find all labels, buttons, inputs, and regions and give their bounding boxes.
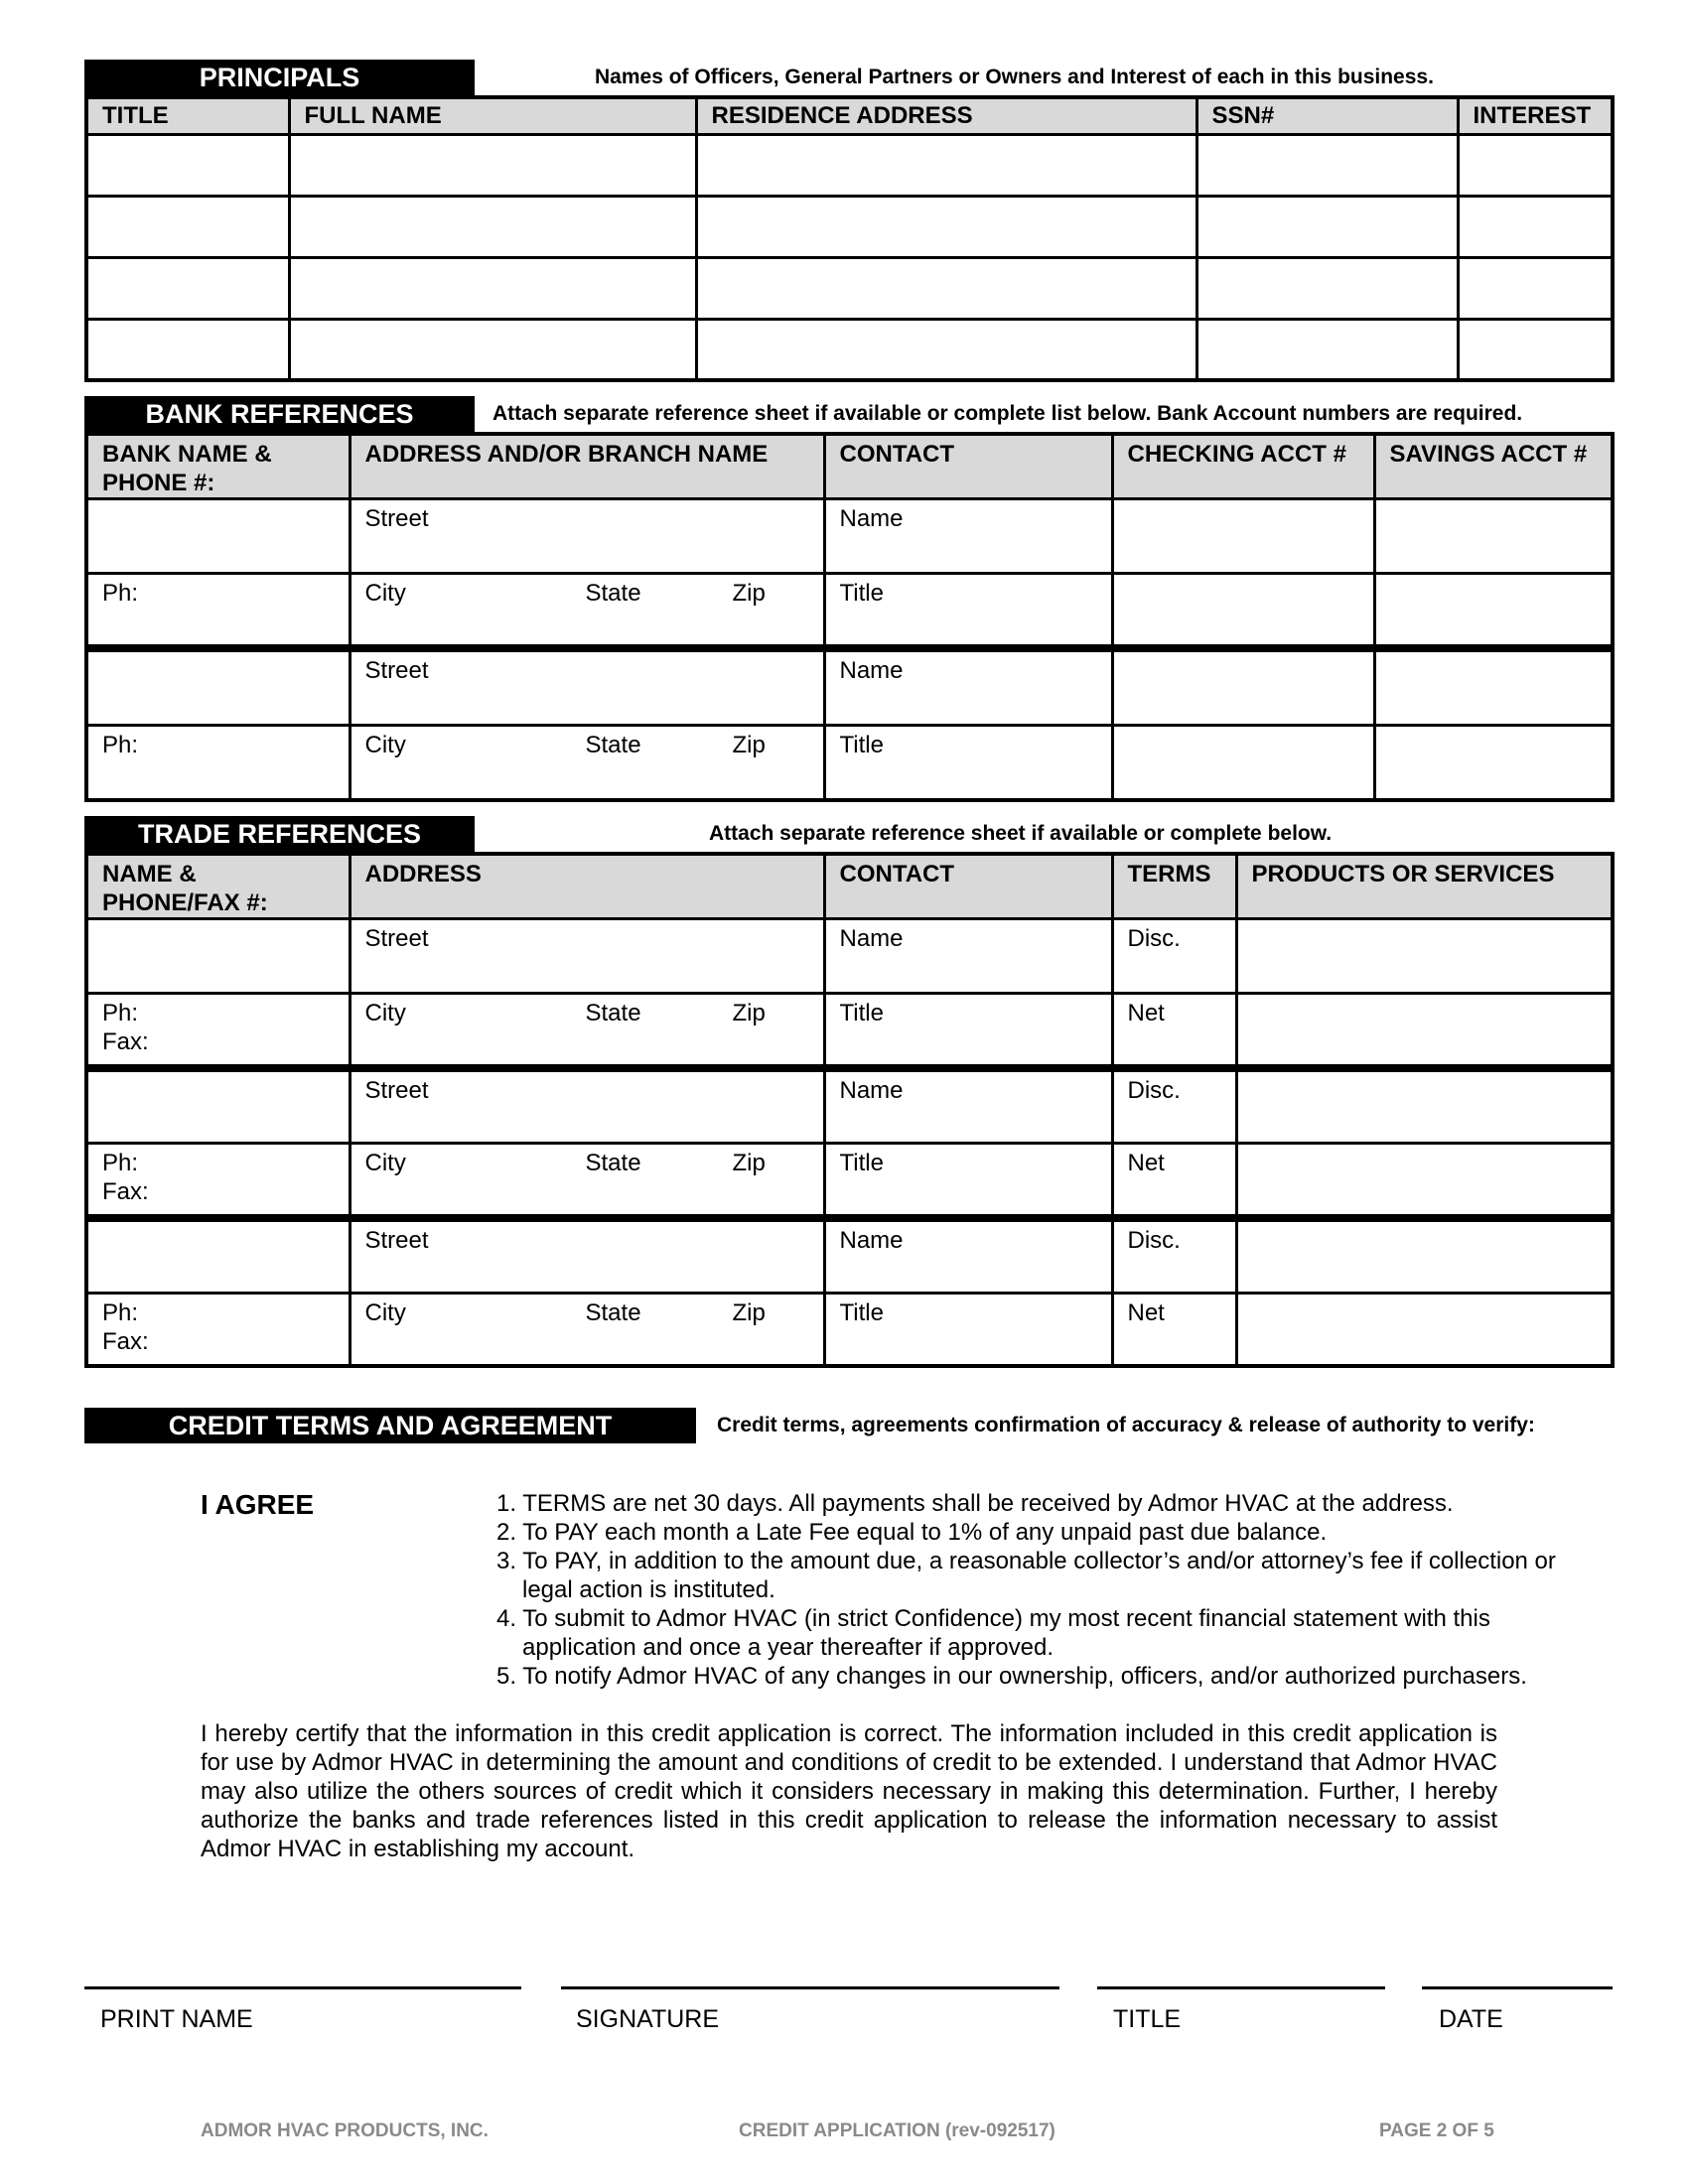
bank-col-checking: CHECKING ACCT # [1112,434,1374,499]
principal-address-field[interactable] [696,134,1196,196]
certification-paragraph: I hereby certify that the information in this credit application is correct. The information included in this credit application is for use by Admor HVAC in determining the amount and conditions of credit to be extended. I understand that Admor HVAC may also utilize the others sources of credit which it considers necessary in making this determination. Further, I hereby authorize the banks and trade references listed in this credit application to release the information necessary to assist Admor HVAC in establishing my account. [201,1720,1497,1862]
trade-street-field[interactable] [350,1068,824,1144]
trade-city-state-zip-field[interactable] [350,994,824,1068]
credit-section-title: CREDIT TERMS AND AGREEMENT [84,1408,696,1443]
bank-checking-field[interactable] [1112,726,1374,800]
principals-col-full-name: FULL NAME [289,97,696,134]
title-label: Title [839,1150,884,1176]
trade-references-table [84,852,1615,1368]
trade-net-field[interactable] [1112,994,1236,1068]
bank-name-field[interactable] [86,648,350,726]
trade-products-field[interactable] [1236,1068,1613,1144]
phone-label: Ph: [102,580,139,607]
signature-line[interactable] [561,1986,1059,1989]
principal-full-name-field[interactable] [289,196,696,257]
date-line[interactable] [1422,1986,1613,1989]
principals-table [84,95,1615,382]
trade-name-field[interactable] [86,919,350,994]
principal-row [86,196,1613,257]
city-label: City [364,1299,406,1326]
principals-col-ssn: SSN# [1196,97,1458,134]
principal-row [86,319,1613,380]
phone-label: Ph: [102,732,139,758]
trade-col-address: ADDRESS [350,854,824,919]
term-item: 2. To PAY each month a Late Fee equal to 1% of any unpaid past due balance. [496,1519,1328,1546]
zip-label: Zip [732,732,766,758]
trade-name-field[interactable] [86,1068,350,1144]
title-label: Title [839,1299,884,1326]
title-label: TITLE [1113,2005,1182,2033]
credit-terms-list [496,1489,1609,1691]
principal-ssn-field[interactable] [1196,319,1458,380]
name-label: Name [839,1076,904,1104]
city-label: City [364,732,406,758]
principal-address-field[interactable] [696,257,1196,319]
bank-col-savings: SAVINGS ACCT # [1374,434,1613,499]
trade-col-terms: TERMS [1112,854,1236,919]
term-item: 1. TERMS are net 30 days. All payments shall be received by Admor HVAC at the address. [496,1490,1454,1517]
title-label: Title [839,1000,884,1026]
trade-col-name-phone-fax: NAME & PHONE/FAX #: [86,854,350,919]
name-label: Name [839,656,904,684]
trade-phone-fax-field[interactable] [86,1144,350,1218]
principal-ssn-field[interactable] [1196,196,1458,257]
bank-savings-field[interactable] [1374,574,1613,648]
city-label: City [364,1000,406,1026]
trade-disc-field[interactable] [1112,919,1236,994]
trade-phone-fax-field[interactable] [86,994,350,1068]
title-line[interactable] [1097,1986,1385,1989]
title-label: Title [839,580,884,607]
principal-ssn-field[interactable] [1196,257,1458,319]
bank-contact-title-field[interactable] [824,574,1112,648]
print-name-label: PRINT NAME [100,2005,253,2033]
footer-page-number: PAGE 2 OF 5 [1379,2120,1494,2141]
bank-street-field[interactable] [350,648,824,726]
street-label: Street [364,1076,429,1104]
name-label: Name [839,505,904,532]
zip-label: Zip [732,1000,766,1026]
print-name-line[interactable] [84,1986,521,1989]
principal-title-field[interactable] [86,134,289,196]
phone-label: Ph: [102,1299,139,1326]
bank-references-table [84,432,1615,802]
zip-label: Zip [732,1299,766,1326]
bank-checking-field[interactable] [1112,574,1374,648]
principal-address-field[interactable] [696,319,1196,380]
trade-city-state-zip-field[interactable] [350,1294,824,1366]
footer-company: ADMOR HVAC PRODUCTS, INC. [201,2120,489,2141]
principals-note: Names of Officers, General Partners or Owners and Interest of each in this business. [595,66,1434,88]
city-label: City [364,580,406,607]
principals-col-residence-address: RESIDENCE ADDRESS [696,97,1196,134]
name-label: Name [839,925,904,952]
state-label: State [585,1150,641,1176]
bank-phone-field[interactable] [86,574,350,648]
trade-net-field[interactable] [1112,1294,1236,1366]
bank-phone-field[interactable] [86,726,350,800]
bank-name-field[interactable] [86,499,350,574]
bank-street-field[interactable] [350,499,824,574]
state-label: State [585,1299,641,1326]
trade-contact-title-field[interactable] [824,994,1112,1068]
bank-note: Attach separate reference sheet if available or complete list below. Bank Account numbers are required. [492,402,1523,425]
state-label: State [585,732,641,758]
net-label: Net [1127,1299,1165,1326]
trade-section-title: TRADE REFERENCES [84,816,475,852]
zip-label: Zip [732,1150,766,1176]
bank-savings-field[interactable] [1374,726,1613,800]
trade-contact-name-field[interactable] [824,919,1112,994]
trade-phone-fax-field[interactable] [86,1294,350,1366]
state-label: State [585,1000,641,1026]
bank-contact-name-field[interactable] [824,499,1112,574]
trade-col-contact: CONTACT [824,854,1112,919]
principal-ssn-field[interactable] [1196,134,1458,196]
principal-full-name-field[interactable] [289,257,696,319]
net-label: Net [1127,1150,1165,1176]
term-item: 5. To notify Admor HVAC of any changes in our ownership, officers, and/or authorized purchasers. [496,1663,1527,1690]
trade-street-field[interactable] [350,1218,824,1294]
principal-title-field[interactable] [86,319,289,380]
trade-contact-name-field[interactable] [824,1218,1112,1294]
trade-products-field[interactable] [1236,994,1613,1068]
bank-city-state-zip-field[interactable] [350,574,824,648]
trade-disc-field[interactable] [1112,1068,1236,1144]
street-label: Street [364,656,429,684]
trade-city-state-zip-field[interactable] [350,1144,824,1218]
bank-contact-name-field[interactable] [824,648,1112,726]
trade-products-field[interactable] [1236,1218,1613,1294]
term-item: 4. To submit to Admor HVAC (in strict Confidence) my most recent financial statement with this application and once a year thereafter if approved. [496,1605,1490,1661]
street-label: Street [364,925,429,952]
phone-label: Ph: [102,1000,139,1026]
signature-label: SIGNATURE [576,2005,719,2033]
principal-interest-field[interactable] [1458,257,1613,319]
disc-label: Disc. [1127,1226,1181,1254]
trade-disc-field[interactable] [1112,1218,1236,1294]
footer-form-name: CREDIT APPLICATION (rev-092517) [739,2120,1055,2141]
term-item: 3. To PAY, in addition to the amount due, a reasonable collector’s and/or attorney’s fee if collection or legal action is instituted. [496,1548,1556,1603]
trade-note: Attach separate reference sheet if available or complete below. [709,822,1333,845]
principals-section-title: PRINCIPALS [84,60,475,95]
bank-checking-field[interactable] [1112,499,1374,574]
fax-label: Fax: [102,1028,149,1055]
trade-contact-title-field[interactable] [824,1294,1112,1366]
bank-savings-field[interactable] [1374,499,1613,574]
trade-contact-name-field[interactable] [824,1068,1112,1144]
trade-products-field[interactable] [1236,1294,1613,1366]
principal-interest-field[interactable] [1458,134,1613,196]
trade-contact-title-field[interactable] [824,1144,1112,1218]
trade-net-field[interactable] [1112,1144,1236,1218]
principal-row [86,134,1613,196]
principal-full-name-field[interactable] [289,134,696,196]
zip-label: Zip [732,580,766,607]
trade-name-field[interactable] [86,1218,350,1294]
principals-col-interest: INTEREST [1458,97,1613,134]
trade-products-field[interactable] [1236,919,1613,994]
date-label: DATE [1439,2005,1503,2033]
principal-row [86,257,1613,319]
name-label: Name [839,1226,904,1254]
fax-label: Fax: [102,1178,149,1205]
state-label: State [585,580,641,607]
net-label: Net [1127,1000,1165,1026]
principal-full-name-field[interactable] [289,319,696,380]
principals-col-title: TITLE [86,97,289,134]
trade-col-products-services: PRODUCTS OR SERVICES [1236,854,1613,919]
disc-label: Disc. [1127,1076,1181,1104]
principal-address-field[interactable] [696,196,1196,257]
bank-checking-field[interactable] [1112,648,1374,726]
principal-interest-field[interactable] [1458,319,1613,380]
bank-contact-title-field[interactable] [824,726,1112,800]
bank-section-title: BANK REFERENCES [84,396,475,432]
city-label: City [364,1150,406,1176]
fax-label: Fax: [102,1328,149,1355]
trade-street-field[interactable] [350,919,824,994]
bank-col-address: ADDRESS AND/OR BRANCH NAME [350,434,824,499]
phone-label: Ph: [102,1150,139,1176]
principal-title-field[interactable] [86,196,289,257]
i-agree-label: I AGREE [201,1489,315,1520]
principal-interest-field[interactable] [1458,196,1613,257]
credit-note: Credit terms, agreements confirmation of accuracy & release of authority to verify: [717,1414,1535,1436]
trade-products-field[interactable] [1236,1144,1613,1218]
bank-col-contact: CONTACT [824,434,1112,499]
bank-col-name-phone: BANK NAME & PHONE #: [86,434,350,499]
bank-savings-field[interactable] [1374,648,1613,726]
street-label: Street [364,505,429,532]
bank-city-state-zip-field[interactable] [350,726,824,800]
principal-title-field[interactable] [86,257,289,319]
disc-label: Disc. [1127,925,1181,952]
street-label: Street [364,1226,429,1254]
title-label: Title [839,732,884,758]
